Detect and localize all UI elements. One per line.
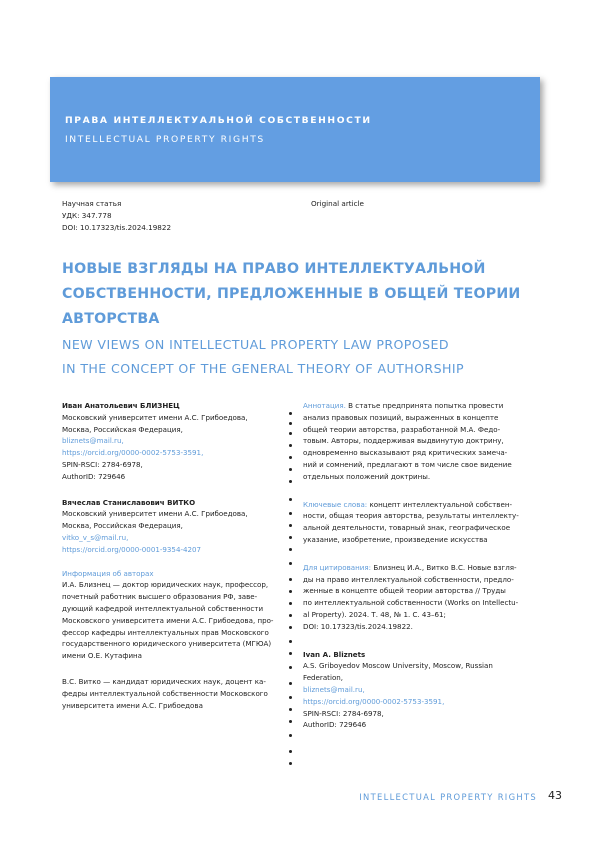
authors-info-label: Информация об авторах — [62, 568, 154, 578]
divider-dot — [289, 536, 292, 539]
divider-dot — [289, 614, 292, 617]
author1-en-affil: A.S. Griboyedov Moscow University, Moscow, Russian — [303, 661, 493, 671]
abstract-line: отдельных положений доктрины. — [303, 471, 431, 481]
citation-line: ды на право интеллектуальной собственности, предло- — [303, 574, 514, 584]
title-ru-line: АВТОРСТВА — [62, 311, 160, 327]
author1-affil: Москва, Российская Федерация, — [62, 424, 183, 434]
citation-line: al Property). 2024. Т. 48, № 1. С. 43–61; — [303, 609, 446, 619]
author1-email-link[interactable]: bliznets@mail.ru, — [62, 436, 124, 446]
citation-line: женные в концепте общей теории авторства // Труды — [303, 586, 506, 596]
keywords-line: альной деятельности, товарный знак, географическое — [303, 523, 511, 533]
authors-info-line: почетный работник высшего образования РФ, заве- — [62, 592, 258, 602]
author1-name: Иван Анатольевич БЛИЗНЕЦ — [62, 401, 180, 410]
divider-dot — [289, 652, 292, 655]
author1-en-name: Ivan A. Bliznets — [303, 649, 366, 659]
rubric-ru: ПРАВА ИНТЕЛЛЕКТУАЛЬНОЙ СОБСТВЕННОСТИ — [65, 115, 372, 126]
authors-info-line: имени О.Е. Кутафина — [62, 651, 143, 661]
abstract-first-line — [303, 400, 543, 412]
keywords-text: концепт интеллектуальной собствен- — [367, 499, 513, 509]
abstract-line: общей теории авторства, разработанной М.А. Федо- — [303, 424, 501, 434]
divider-dot — [289, 512, 292, 515]
abstract-line: товым. Авторы, поддерживая выдвинутую доктрину, — [303, 436, 504, 446]
divider-dot — [289, 602, 292, 605]
article-type-en-block — [311, 198, 364, 210]
rubric-en: INTELLECTUAL PROPERTY RIGHTS — [65, 134, 265, 145]
abstract-line: анализ правовых позиций, выраженных в концепте — [303, 412, 499, 422]
authors-info-line: фессор кафедры интеллектуальных прав Московского — [62, 627, 269, 637]
author2-name: Вячеслав Станиславович ВИТКО — [62, 497, 196, 507]
author1-en-orcid-link[interactable]: https://orcid.org/0000-0002-5753-3591, — [303, 696, 445, 706]
udk: УДК: 347.778 — [62, 211, 112, 220]
divider-dot — [289, 480, 292, 483]
author1-affil: Московский университет имени А.С. Грибоедова, — [62, 412, 248, 422]
divider-dot — [289, 456, 292, 459]
divider-dot — [289, 734, 292, 737]
title-ru — [62, 257, 542, 332]
divider-dot — [289, 578, 292, 581]
article-type-ru: Научная статья — [62, 199, 122, 208]
article-type-en: Original article — [311, 199, 364, 208]
abstract-label: Аннотация. — [303, 401, 346, 410]
title-ru-line: НОВЫЕ ВЗГЛЯДЫ НА ПРАВО ИНТЕЛЛЕКТУАЛЬНОЙ — [62, 261, 486, 277]
divider-dot — [289, 412, 292, 415]
keywords-line: ности, общая теория авторства, результаты интеллекту- — [303, 511, 519, 521]
keywords-line: указание, изобретение, произведение искусства — [303, 534, 488, 544]
author2-orcid-link[interactable]: https://orcid.org/0000-0001-9354-4207 — [62, 544, 202, 554]
page-number: 43 — [548, 789, 562, 802]
divider-dot — [289, 708, 292, 711]
citation-label: Для цитирования: — [303, 562, 372, 572]
author2-email-link[interactable]: vitko_v_s@mail.ru, — [62, 532, 129, 542]
citation-line: по интеллектуальной собственности (Works on Intellectu- — [303, 598, 519, 608]
divider-dot — [289, 444, 292, 447]
divider-dot — [289, 422, 292, 425]
author1-orcid-link[interactable]: https://orcid.org/0000-0002-5753-3591, — [62, 448, 204, 458]
authors-info-line: дующий кафедрой интеллектуальной собственности — [62, 603, 264, 613]
abstract-line: ний и сомнений, предлагают в том числе свое видение — [303, 459, 512, 469]
footer-journal-name: INTELLECTUAL PROPERTY RIGHTS — [359, 792, 537, 802]
authors-info-line: И.А. Близнец — доктор юридических наук, профессор, — [62, 580, 269, 590]
divider-dot — [289, 562, 292, 565]
divider-dot — [289, 720, 292, 723]
author2-affil: Московский университет имени А.С. Грибоедова, — [62, 509, 248, 519]
authors-info-line: В.С. Витко — кандидат юридических наук, доцент ка- — [62, 676, 266, 686]
divider-dot — [289, 640, 292, 643]
author1-authorid: AuthorID: 729646 — [62, 471, 126, 481]
authors-info-line: Московского университета имени А.С. Грибоедова, про- — [62, 615, 274, 625]
keywords-label: Ключевые слова: — [303, 499, 368, 509]
divider-dot — [289, 524, 292, 527]
keywords-first-line — [303, 499, 543, 511]
divider-dot — [289, 498, 292, 501]
right-column — [303, 400, 543, 731]
abstract-line: одновременно высказывают ряд критических замеча- — [303, 448, 508, 458]
title-ru-line: СОБСТВЕННОСТИ, ПРЕДЛОЖЕННЫЕ В ОБЩЕЙ ТЕОРИИ — [62, 286, 521, 302]
doi: DOI: 10.17323/tis.2024.19822 — [62, 223, 172, 232]
left-column — [62, 400, 287, 711]
divider-dot — [289, 682, 292, 685]
author1-en-spin: SPIN-RSCI: 2784-6978, — [303, 708, 384, 718]
article-meta — [62, 198, 171, 234]
divider-dot — [289, 666, 292, 669]
author1-spin: SPIN-RSCI: 2784-6978, — [62, 459, 143, 469]
abstract-text: В статье предпринята попытка провести — [345, 401, 504, 410]
citation-first-line — [303, 562, 543, 574]
divider-dot — [289, 548, 292, 551]
authors-info-line: федры интеллектуальной собственности Московского — [62, 688, 268, 698]
authors-info-line: государственного юридического университета (МГЮА) — [62, 639, 272, 649]
divider-dot — [289, 590, 292, 593]
title-en-line: IN THE CONCEPT OF THE GENERAL THEORY OF AUTHORSHIP — [62, 361, 464, 376]
author1-en-email-link[interactable]: bliznets@mail.ru, — [303, 684, 365, 694]
author2-affil: Москва, Российская Федерация, — [62, 521, 183, 531]
author1-en-authorid: AuthorID: 729646 — [303, 720, 367, 730]
divider-dot — [289, 696, 292, 699]
rubric-banner — [50, 77, 540, 182]
title-en-line: NEW VIEWS ON INTELLECTUAL PROPERTY LAW PROPOSED — [62, 337, 449, 352]
authors-info-line: университета имени А.С. Грибоедова — [62, 700, 203, 710]
citation-line: DOI: 10.17323/tis.2024.19822. — [303, 621, 413, 631]
divider-dot — [289, 468, 292, 471]
title-en — [62, 333, 542, 381]
divider-dot — [289, 750, 292, 753]
author1-en-affil: Federation, — [303, 673, 344, 683]
divider-dot — [289, 432, 292, 435]
citation-text: Близнец И.А., Витко В.С. Новые взгля- — [371, 562, 517, 572]
divider-dot — [289, 762, 292, 765]
divider-dot — [289, 626, 292, 629]
